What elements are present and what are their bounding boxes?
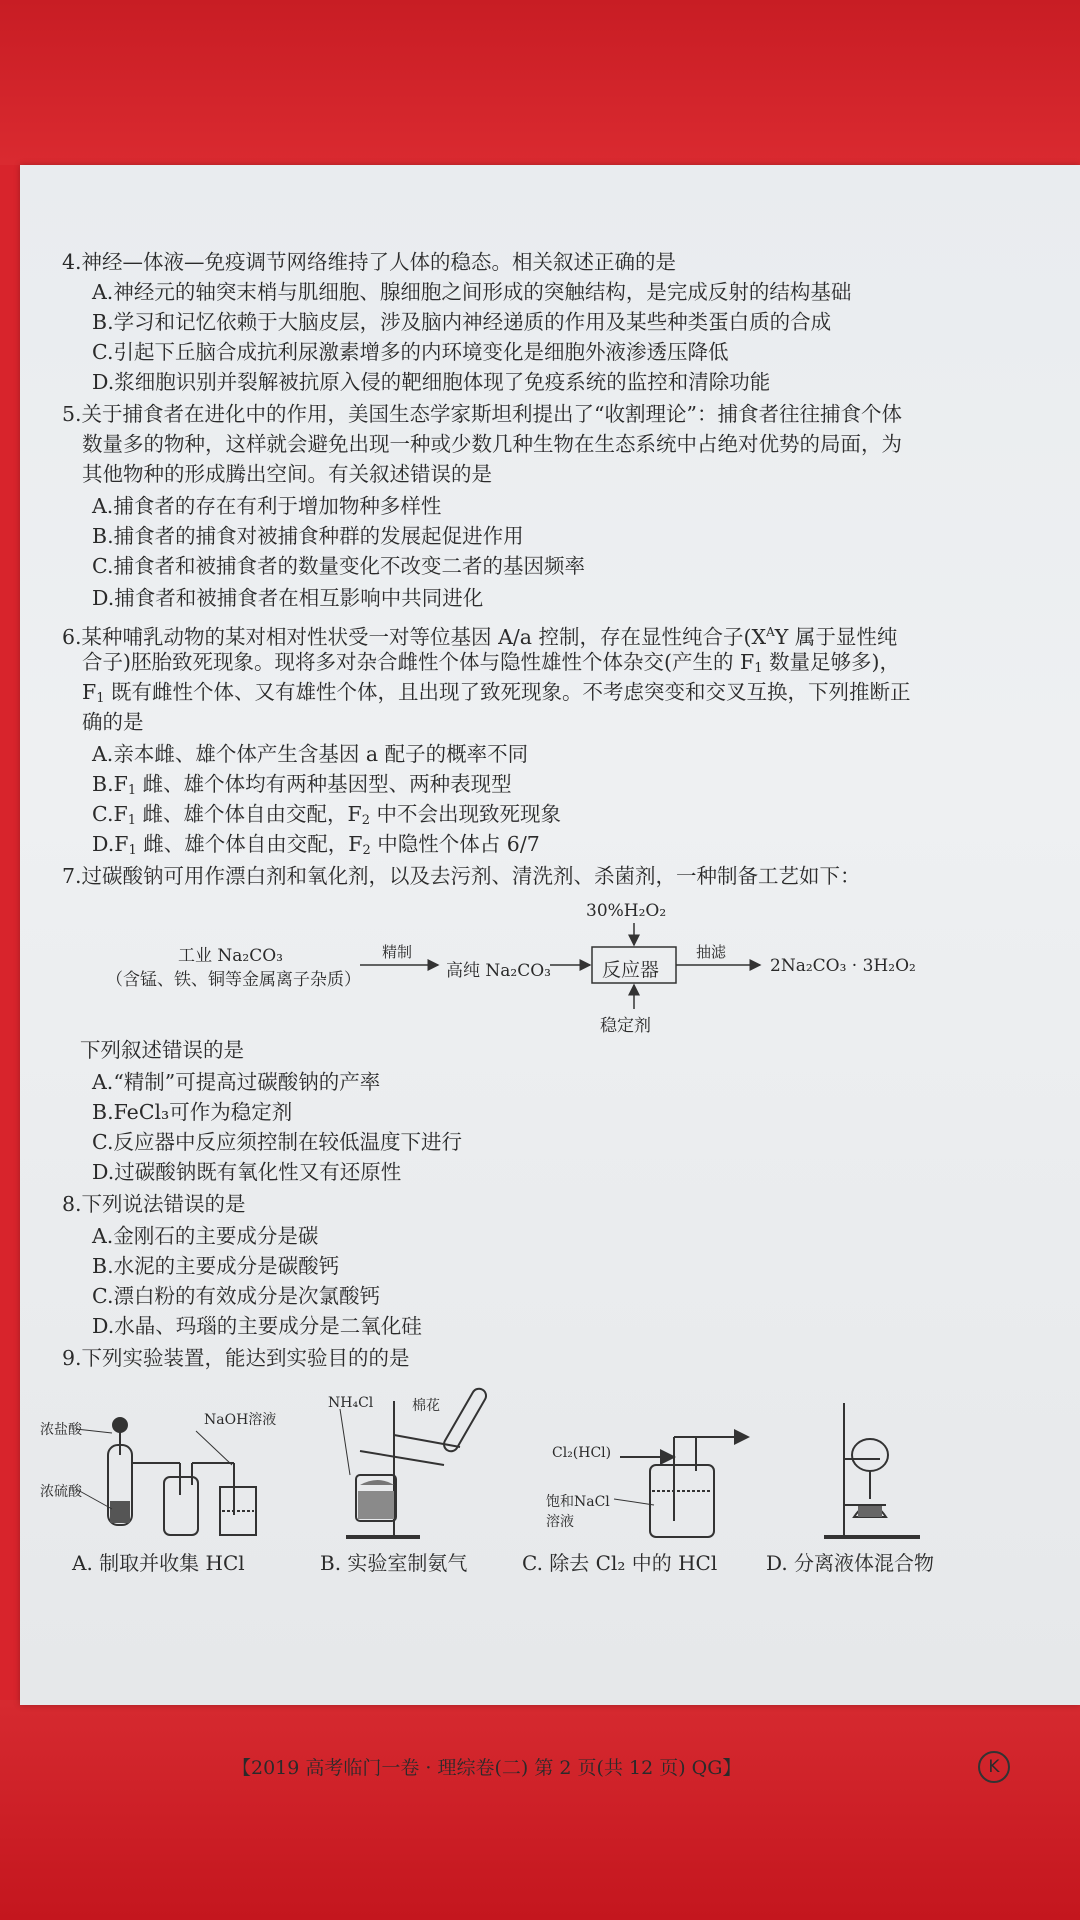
q6-option-a: A.亲本雌、雄个体产生含基因 a 配子的概率不同 — [92, 742, 529, 766]
q6-line-1: 6.某种哺乳动物的某对相对性状受一对等位基因 A/a 控制，存在显性纯合子($X^AY$ 属于显性纯 — [62, 624, 898, 649]
q6-line-4: 确的是 — [82, 710, 144, 734]
red-background-bottom — [0, 1700, 1080, 1920]
apparatus-c — [614, 1437, 748, 1537]
flow-stabilizer: 稳定剂 — [600, 1016, 651, 1036]
flow-reactor-label: 反应器 — [602, 959, 660, 981]
q5-option-d: D.捕食者和被捕食者在相互影响中共同进化 — [92, 586, 484, 610]
flow-step-refine: 精制 — [382, 943, 413, 961]
q9-option-a: A. 制取并收集 HCl — [72, 1551, 245, 1575]
q5-option-c: C.捕食者和被捕食者的数量变化不改变二者的基因频率 — [92, 554, 585, 578]
q6-option-b: $B.F_1$ 雌、雄个体均有两种基因型、两种表现型 — [92, 772, 512, 798]
label-sat-nacl: 饱和NaCl — [546, 1494, 610, 1510]
flow-h2o2-label: 30%H₂O₂ — [586, 901, 667, 921]
q9-option-c: C. 除去 Cl₂ 中的 HCl — [522, 1551, 718, 1575]
q8-option-a: A.金刚石的主要成分是碳 — [92, 1224, 319, 1248]
flow-step-filter: 抽滤 — [696, 943, 727, 961]
q5-line-3: 其他物种的形成腾出空间。有关叙述错误的是 — [82, 462, 492, 486]
q8-stem: 8.下列说法错误的是 — [62, 1192, 246, 1216]
q7-option-b: B.FeCl₃可作为稳定剂 — [92, 1100, 293, 1124]
apparatus-a — [76, 1418, 256, 1535]
label-conc-hcl: 浓盐酸 — [40, 1422, 82, 1438]
label-nh4cl: NH₄Cl — [328, 1395, 374, 1411]
flow-raw-impurities: （含锰、铁、铜等金属离子杂质） — [106, 970, 361, 990]
q4-option-a: A.神经元的轴突末梢与肌细胞、腺细胞之间形成的突触结构，是完成反射的结构基础 — [92, 280, 852, 304]
q5-line-2: 数量多的物种，这样就会避免出现一种或少数几种生物在生态系统中占绝对优势的局面，为 — [82, 432, 902, 456]
label-naoh-solution: NaOH溶液 — [204, 1412, 277, 1428]
q8-option-c: C.漂白粉的有效成分是次氯酸钙 — [92, 1284, 380, 1308]
label-cl2-hcl: Cl₂(HCl) — [552, 1445, 612, 1461]
q6-line-3: $F_1$ 既有雌性个体、又有雄性个体，且出现了致死现象。不考虑突变和交叉互换，下列推断正 — [82, 680, 911, 706]
q7-stem: 7.过碳酸钠可用作漂白剂和氧化剂，以及去污剂、清洗剂、杀菌剂，一种制备工艺如下： — [62, 864, 861, 888]
apparatus-drawings — [20, 165, 1080, 1705]
q6-option-c: $C.F_1$ 雌、雄个体自由交配，$F_2$ 中不会出现致死现象 — [92, 802, 562, 828]
flow-product: 2Na₂CO₃ · 3H₂O₂ — [770, 956, 916, 976]
q4-option-c: C.引起下丘脑合成抗利尿激素增多的内环境变化是细胞外液渗透压降低 — [92, 340, 729, 364]
q5-option-a: A.捕食者的存在有利于增加物种多样性 — [92, 494, 442, 518]
q4-option-d: D.浆细胞识别并裂解被抗原入侵的靶细胞体现了免疫系统的监控和清除功能 — [92, 370, 771, 394]
q9-stem: 9.下列实验装置，能达到实验目的的是 — [62, 1346, 410, 1370]
flow-pure-na2co3: 高纯 Na₂CO₃ — [446, 961, 551, 981]
label-cotton: 棉花 — [412, 1398, 440, 1414]
label-solution: 溶液 — [546, 1514, 574, 1530]
label-conc-h2so4: 浓硫酸 — [40, 1484, 82, 1500]
q7-option-c: C.反应器中反应须控制在较低温度下进行 — [92, 1130, 462, 1154]
q7-option-a: A.“精制”可提高过碳酸钠的产率 — [92, 1070, 381, 1094]
q9-option-b: B. 实验室制氨气 — [320, 1551, 468, 1575]
exam-paper — [20, 165, 1080, 1779]
q7-option-d: D.过碳酸钠既有氧化性又有还原性 — [92, 1160, 402, 1184]
apparatus-d — [824, 1403, 920, 1537]
q8-option-d: D.水晶、玛瑙的主要成分是二氧化硅 — [92, 1314, 422, 1338]
q4-option-b: B.学习和记忆依赖于大脑皮层，涉及脑内神经递质的作用及某些种类蛋白质的合成 — [92, 310, 832, 334]
q6-option-d: $D.F_1$ 雌、雄个体自由交配，$F_2$ 中隐性个体占 6/7 — [92, 832, 540, 858]
red-background-top — [0, 0, 1080, 165]
q8-option-b: B.水泥的主要成分是碳酸钙 — [92, 1254, 340, 1278]
q4-stem: 4.神经—体液—免疫调节网络维持了人体的稳态。相关叙述正确的是 — [62, 250, 677, 274]
page-footer: 【2019 高考临门一卷 · 理综卷(二) 第 2 页(共 12 页) QG】 — [232, 1757, 742, 1779]
q6-line-2: 合子)胚胎致死现象。现将多对杂合雌性个体与隐性雄性个体杂交(产生的 $F_1$ 数量足够多)， — [82, 650, 901, 676]
apparatus-b — [340, 1386, 489, 1537]
q9-option-d: D. 分离液体混合物 — [766, 1551, 935, 1575]
flow-raw-material: 工业 Na₂CO₃ — [178, 946, 283, 966]
k-circle-mark: K — [978, 1751, 1010, 1783]
q5-line-1: 5.关于捕食者在进化中的作用，美国生态学家斯坦利提出了“收割理论”：捕食者往往捕食个体 — [62, 402, 903, 426]
q7-sub-stem: 下列叙述错误的是 — [80, 1038, 244, 1062]
q5-option-b: B.捕食者的捕食对被捕食种群的发展起促进作用 — [92, 524, 524, 548]
